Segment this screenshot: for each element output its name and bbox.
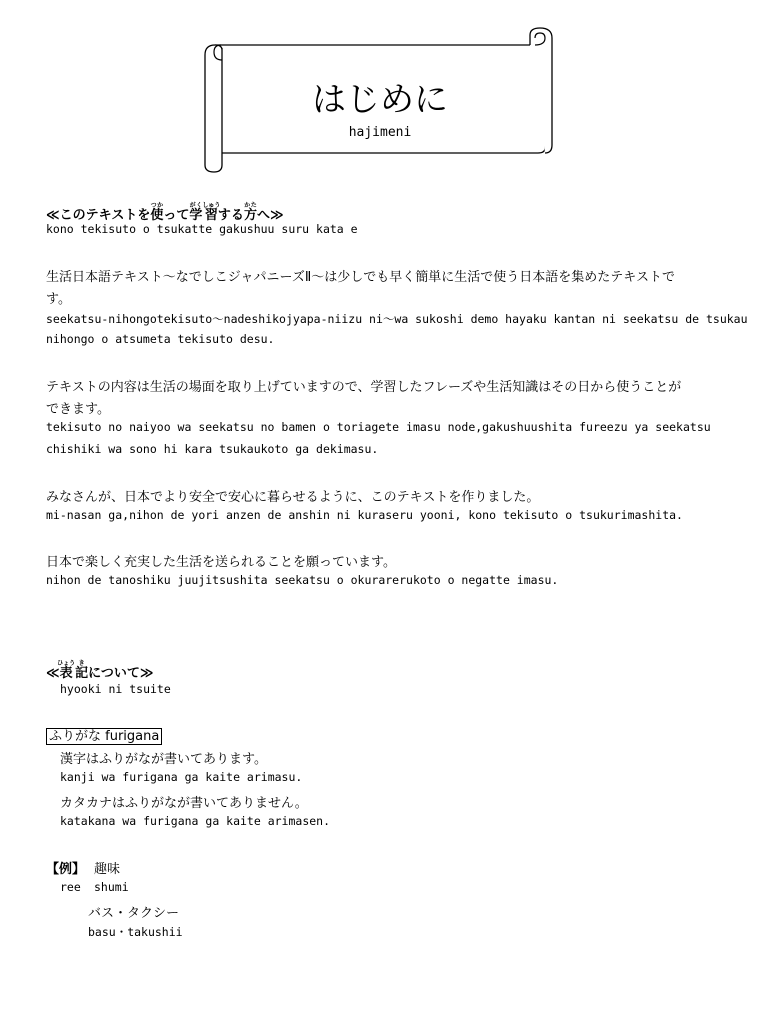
para1-romaji-line1: seekatsu-nihongotekisuto～nadeshikojyapa-niizu ni～wa sukoshi demo hayaku kantan ni seekatsu de tsukau xyxy=(46,312,748,326)
furigana-line2-romaji: katakana wa furigana ga kaite arimasen. xyxy=(60,814,331,828)
furigana-label-box xyxy=(46,725,162,744)
para1-jp-line2: す。 xyxy=(46,292,71,307)
example-bus-taxi-jp: バス・タクシー xyxy=(88,906,180,921)
example-shumi-romaji: shumi xyxy=(94,880,129,894)
furigana-line2-jp: カタカナはふりがなが書いてありません。 xyxy=(60,796,308,811)
section-heading-text-users: ≪このテキストを使つかって学がく習しゅうする方かたへ≫ xyxy=(46,202,284,223)
para4-romaji-line1: nihon de tanoshiku juujitsushita seekatsu o okurarerukoto o negatte imasu. xyxy=(46,573,559,587)
para3-jp-line1: みなさんが、日本でより安全で安心に暮らせるように、このテキストを作りました。 xyxy=(46,490,540,505)
example-bus-taxi-romaji: basu・takushii xyxy=(88,925,183,939)
para2-romaji-line2: chishiki wa sono hi kara tsukaukoto ga dekimasu. xyxy=(46,442,379,456)
page-title: はじめに xyxy=(312,80,448,120)
para2-jp-line1: テキストの内容は生活の場面を取り上げていますので、学習したフレーズや生活知識はその日から使うことが xyxy=(46,380,682,395)
para2-romaji-line1: tekisuto no naiyoo wa seekatsu no bamen o toriagete imasu node,gakushuushita fureezu ya seekatsu xyxy=(46,420,711,434)
page-title-romaji: hajimeni xyxy=(348,125,412,140)
example-rei-romaji: ree xyxy=(60,880,81,894)
para1-jp-line1: 生活日本語テキスト～なでしこジャパニーズⅡ～は少しでも早く簡単に生活で使う日本語を集めたテキストで xyxy=(46,270,675,285)
para1-romaji-line2: nihongo o atsumeta tekisuto desu. xyxy=(46,332,275,346)
example-label: 【例】 xyxy=(46,862,86,877)
para4-jp-line1: 日本で楽しく充実した生活を送られることを願っています。 xyxy=(46,555,396,570)
example-shumi-jp: 趣味 xyxy=(94,862,121,877)
section-heading-notation-romaji: hyooki ni tsuite xyxy=(60,682,171,696)
section-heading-notation: ≪表ひょう記きについて≫ xyxy=(46,660,154,681)
furigana-line1-jp: 漢字はふりがなが書いてあります。 xyxy=(60,752,267,767)
para3-romaji-line1: mi-nasan ga,nihon de yori anzen de anshin ni kuraseru yooni, kono tekisuto o tsukurimashita. xyxy=(46,508,683,522)
section-heading-romaji: kono tekisuto o tsukatte gakushuu suru kata e xyxy=(46,222,358,236)
furigana-line1-romaji: kanji wa furigana ga kaite arimasu. xyxy=(60,770,303,784)
furigana-label: ふりがな furigana xyxy=(46,728,162,745)
para2-jp-line2: できます。 xyxy=(46,402,110,417)
